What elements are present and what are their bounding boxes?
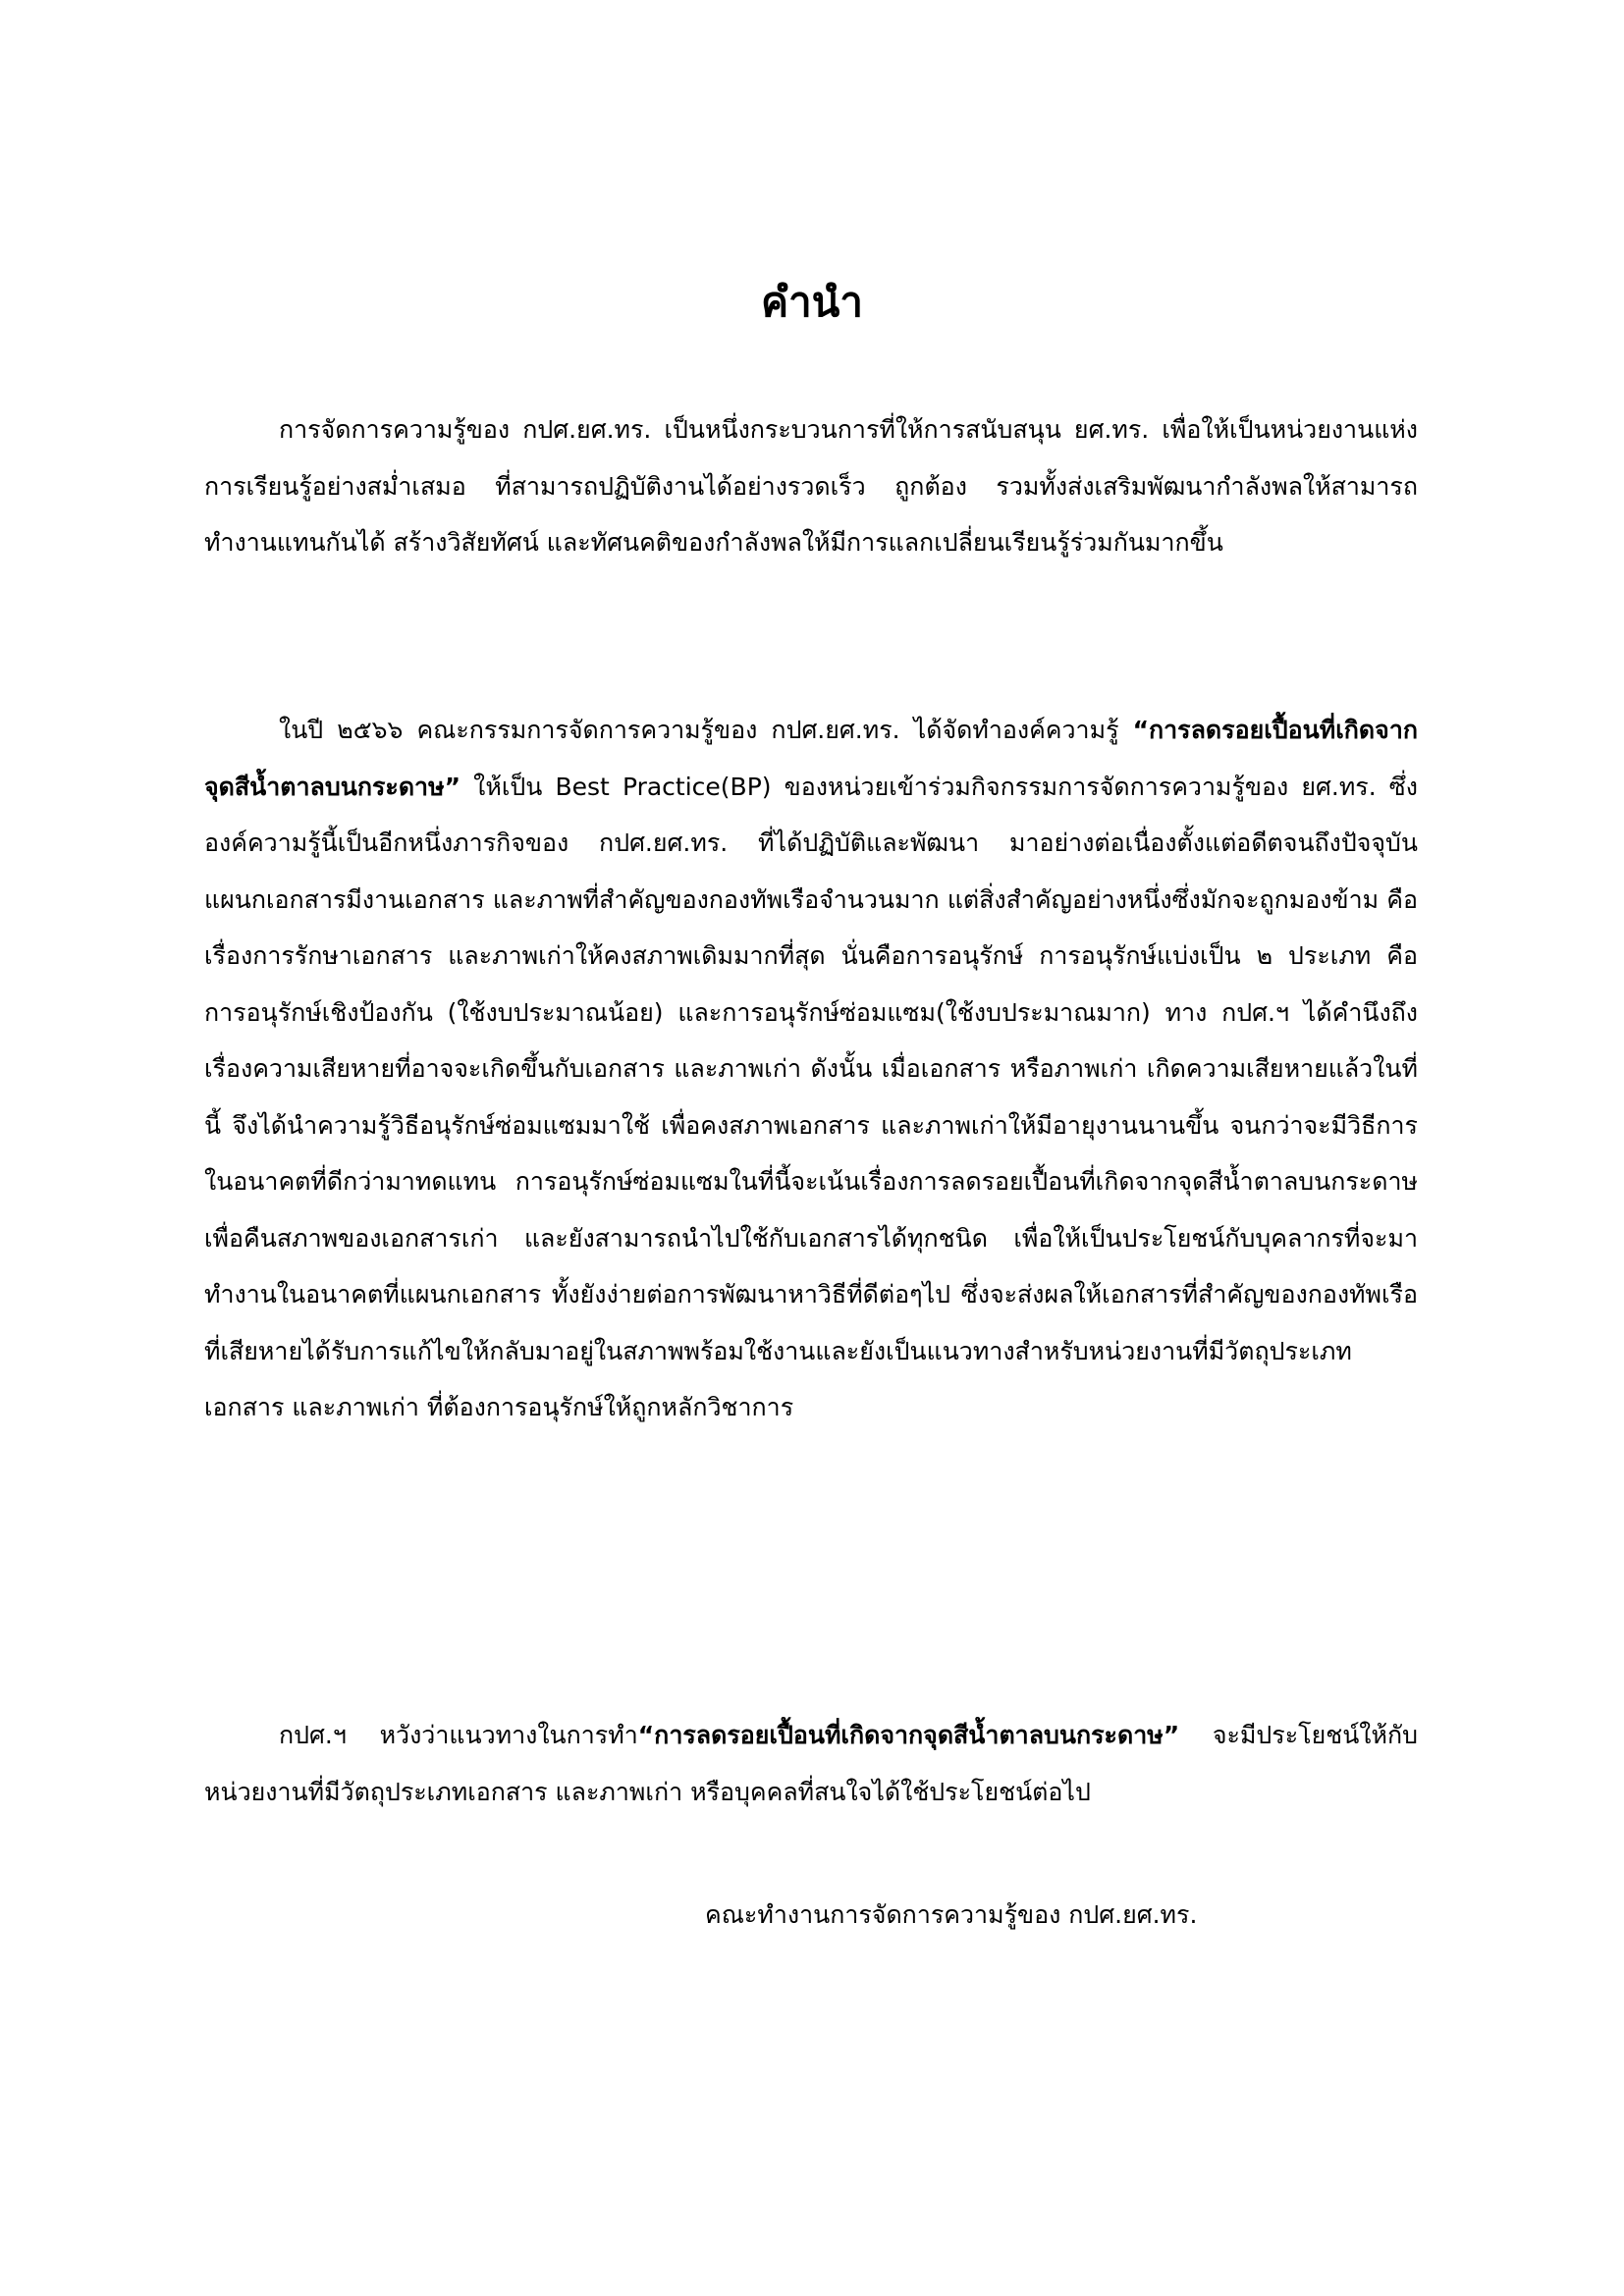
- paragraph-main-topic-bold: “การลดรอยเปื้อนที่เกิดจากจุดสีน้ำตาลบนกระดาษ”: [204, 716, 1418, 801]
- paragraph-closing-text-rest: จะมีประโยชน์ให้กับหน่วยงานที่มีวัตถุประเภทเอกสาร และภาพเก่า หรือบุคคลที่สนใจได้ใช้ประโยชน์ต่อไป: [204, 1721, 1418, 1806]
- paragraph-main-text-rest: ให้เป็น Best Practice(BP) ของหน่วยเข้าร่วมกิจกรรมการจัดการความรู้ของ ยศ.ทร. ซึ่งองค์ความรู้นี้เป็นอีกหนึ่งภารกิจของ กปศ.ยศ.ทร. ที่ได้ปฏิบัติและพัฒนา มาอย่างต่อเนื่องตั้งแต่อดีตจนถึงปัจจุบัน แผนกเอกสารมีงานเอกสาร และภาพที่สำคัญของกองทัพเรือจำนวนมาก แต่สิ่งสำคัญอย่างหนึ่งซึ่งมักจะถูกมองข้าม คือ เรื่องการรักษาเอกสาร และภาพเก่าให้คงสภาพเดิมมากที่สุด นั่นคือการอนุรักษ์ การอนุรักษ์แบ่งเป็น ๒ ประเภท คือ การอนุรักษ์เชิงป้องกัน (ใช้งบประมาณน้อย) และการอนุรักษ์ซ่อมแซม(ใช้งบประมาณมาก) ทาง กปศ.ฯ ได้คำนึงถึงเรื่องความเสียหายที่อาจจะเกิดขึ้นกับเอกสาร และภาพเก่า ดังนั้น เมื่อเอกสาร หรือภาพเก่า เกิดความเสียหายแล้วในที่นี้ จึงได้นำความรู้วิธีอนุรักษ์ซ่อมแซมมาใช้ เพื่อคงสภาพเอกสาร และภาพเก่าให้มีอายุงานนานขึ้น จนกว่าจะมีวิธีการในอนาคตที่ดีกว่ามาทดแทน การอนุรักษ์ซ่อมแซมในที่นี้จะเน้นเรื่องการลดรอยเปื้อนที่เกิดจากจุดสีน้ำตาลบนกระดาษ เพื่อคืนสภาพของเอกสารเก่า และยังสามารถนำไปใช้กับเอกสารได้ทุกชนิด เพื่อให้เป็นประโยชน์กับบุคลากรที่จะมาทำงานในอนาคตที่แผนกเอกสาร ทั้งยังง่ายต่อการพัฒนาหาวิธีที่ดีต่อๆไป ซึ่งจะส่งผลให้เอกสารที่สำคัญของกองทัพเรือที่เสียหายได้รับการแก้ไขให้กลับมาอยู่ในสภาพพร้อมใช้งานและยังเป็นแนวทางสำหรับหน่วยงานที่มีวัตถุประเภทเอกสาร และภาพเก่า ที่ต้องการอนุรักษ์ให้ถูกหลักวิชาการ: [204, 772, 1418, 1421]
- paragraph-closing: [204, 1707, 1418, 1820]
- paragraph-intro: การจัดการความรู้ของ กปศ.ยศ.ทร. เป็นหนึ่งกระบวนการที่ให้การสนับสนุน ยศ.ทร. เพื่อให้เป็นหน่วยงานแห่งการเรียนรู้อย่างสม่ำเสมอ ที่สามารถปฏิบัติงานได้อย่างรวดเร็ว ถูกต้อง รวมทั้งส่งเสริมพัฒนากำลังพลให้สามารถทำงานแทนกันได้ สร้างวิสัยทัศน์ และทัศนคติของกำลังพลให้มีการแลกเปลี่ยนเรียนรู้ร่วมกันมากขึ้น: [204, 415, 1418, 557]
- paragraph-closing-text-start: กปศ.ฯ หวังว่าแนวทางในการทำ: [279, 1721, 638, 1749]
- paragraph-main-text-start: ในปี ๒๕๖๖ คณะกรรมการจัดการความรู้ของ กปศ.ยศ.ทร. ได้จัดทำองค์ความรู้: [279, 716, 1133, 744]
- paragraph-main: [204, 702, 1418, 1436]
- paragraph-closing-topic-bold: “การลดรอยเปื้อนที่เกิดจากจุดสีน้ำตาลบนกระดาษ”: [637, 1721, 1180, 1749]
- signature-line: คณะทำงานการจัดการความรู้ของ กปศ.ยศ.ทร.: [705, 1900, 1198, 1929]
- page-title: คำนำ: [761, 278, 863, 326]
